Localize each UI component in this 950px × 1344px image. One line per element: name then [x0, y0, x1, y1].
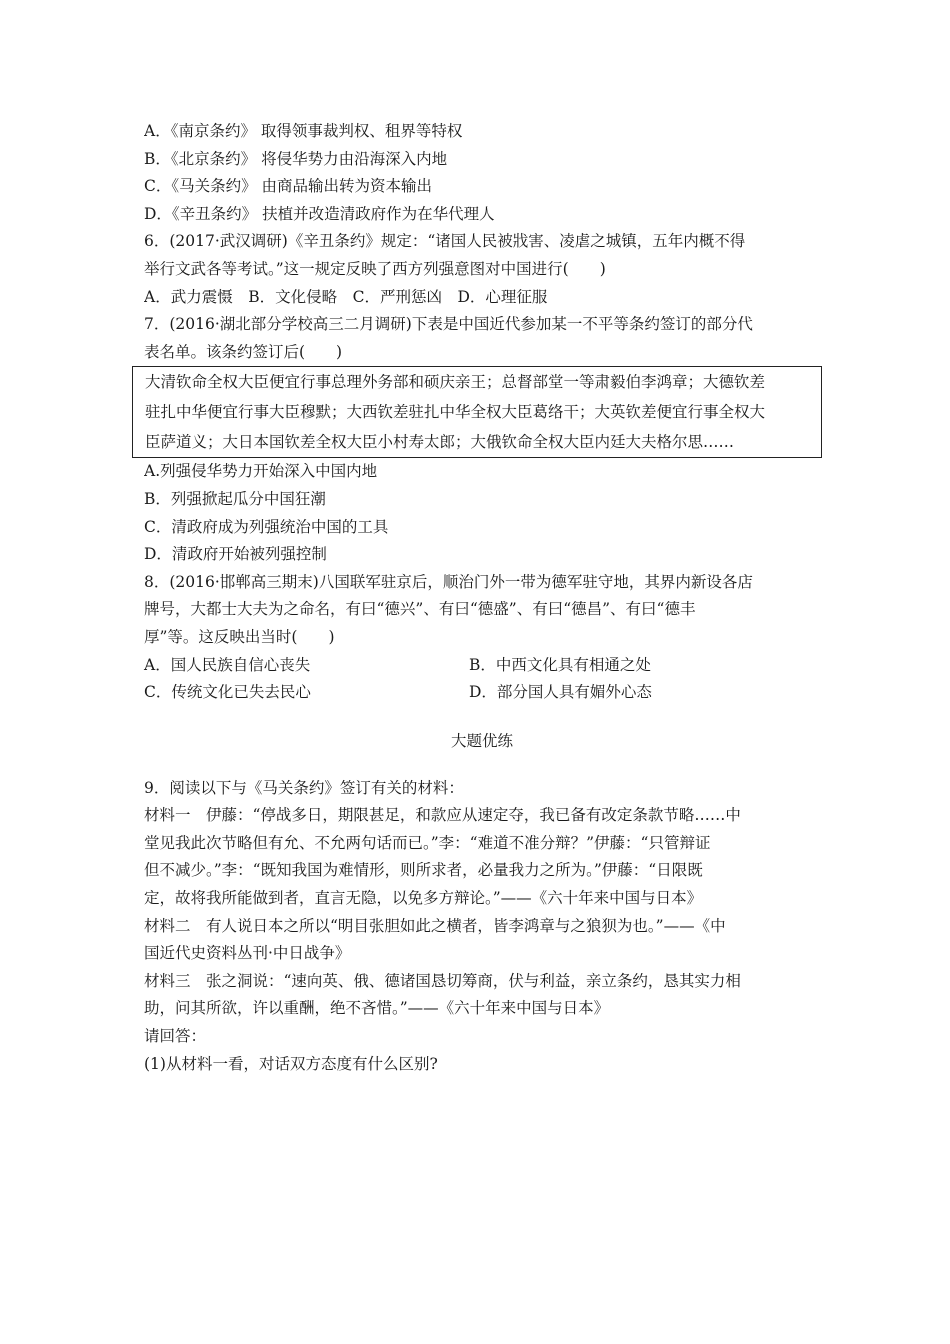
- q9-line-10: 请回答：: [144, 1027, 207, 1046]
- q7-option-a: A.列强侵华势力开始深入中国内地: [144, 462, 378, 481]
- q9-line-5: 定，故将我所能做到者，直言无隐，以免多方辩论。”——《六十年来中国与日本》: [144, 889, 703, 908]
- q7-box-line-1: 大清钦命全权大臣便宜行事总理外务部和硕庆亲王；总督部堂一等肃毅伯李鸿章；大德钦差: [145, 373, 766, 392]
- question-8: [144, 569, 820, 707]
- q6-options: A．武力震慑 B．文化侵略 C．严刑惩凶 D．心理征服: [144, 287, 548, 306]
- q8-option-a: A．国人民族自信心丧失: [144, 655, 311, 674]
- q9-line-6: 材料二 有人说日本之所以“明目张胆如此之横者，皆李鸿章与之狼狈为也。”——《中: [144, 916, 726, 935]
- q7-representative-list-box: [132, 366, 822, 458]
- q9-line-8: 材料三 张之洞说：“速向英、俄、德诸国恳切筹商，伏与利益，亲立条约，恳其实力相: [144, 971, 741, 990]
- q7-stem-line-2: 表名单。该条约签订后( ): [144, 342, 343, 361]
- q8-stem-line-3: 厚”等。这反映出当时( ): [144, 627, 335, 646]
- q9-line-4: 但不减少。”李：“既知我国为难情形，则所求者，必量我力之所为。”伊藤：“日限既: [144, 861, 703, 880]
- question-7: [144, 311, 820, 569]
- q6-stem-line-2: 举行文武各等考试。”这一规定反映了西方列强意图对中国进行( ): [144, 259, 606, 278]
- section-title: 大题优练: [450, 731, 513, 750]
- q7-box-line-2: 驻扎中华便宜行事大臣穆默；大西钦差驻扎中华全权大臣葛络干；大英钦差便宜行事全权大: [145, 403, 766, 422]
- q9-line-2: 材料一 伊藤：“停战多日，期限甚足，和款应从速定夺，我已备有改定条款节略……中: [144, 806, 741, 825]
- q5-option-b: B．《北京条约》 将侵华势力由沿海深入内地: [144, 149, 448, 168]
- q7-stem-line-1: 7．(2016·湖北部分学校高三二月调研)下表是中国近代参加某一不平等条约签订的部分代: [144, 315, 753, 334]
- q5-options: [144, 118, 820, 228]
- q8-option-b: B．中西文化具有相通之处: [469, 655, 651, 674]
- q9-line-11: (1)从材料一看，对话双方态度有什么区别?: [144, 1054, 438, 1073]
- q5-option-d: D．《辛丑条约》 扶植并改造清政府作为在华代理人: [144, 204, 495, 223]
- q7-box-line-3: 臣萨道义；大日本国钦差全权大臣小村寿太郎；大俄钦命全权大臣内廷大夫格尔思……: [145, 433, 735, 452]
- question-6: [144, 228, 820, 311]
- q8-stem-line-2: 牌号，大都士大夫为之命名，有曰“德兴”、有曰“德盛”、有曰“德昌”、有曰“德丰: [144, 600, 696, 619]
- q8-option-d: D．部分国人具有媚外心态: [469, 683, 652, 702]
- q6-stem-line-1: 6．(2017·武汉调研)《辛丑条约》规定：“诸国人民被戕害、凌虐之城镇，五年内概不得: [144, 232, 746, 251]
- document-page: [144, 118, 820, 1078]
- q8-options-row-2: [144, 679, 820, 707]
- q8-option-c: C．传统文化已失去民心: [144, 683, 311, 702]
- q5-option-c: C．《马关条约》 由商品输出转为资本输出: [144, 177, 433, 196]
- q7-option-c: C．清政府成为列强统治中国的工具: [144, 517, 389, 536]
- q9-line-3: 堂见我此次节略但有允、不允两句话而已。”李：“难道不准分辩？”伊藤：“只管辩证: [144, 833, 711, 852]
- question-9: [144, 775, 820, 1079]
- q9-line-9: 助，问其所欲，许以重酬，绝不吝惜。”——《六十年来中国与日本》: [144, 999, 610, 1018]
- q9-line-1: 9．阅读以下与《马关条约》签订有关的材料：: [144, 778, 464, 797]
- q5-option-a: A．《南京条约》 取得领事裁判权、租界等特权: [144, 122, 463, 140]
- q9-line-7: 国近代史资料丛刊·中日战争》: [144, 944, 351, 963]
- q7-option-b: B．列强掀起瓜分中国狂潮: [144, 489, 326, 508]
- q7-option-d: D．清政府开始被列强控制: [144, 545, 327, 564]
- q8-stem-line-1: 8．(2016·邯郸高三期末)八国联军驻京后，顺治门外一带为德军驻守地，其界内新设各店: [144, 572, 753, 591]
- q8-options-row-1: [144, 652, 820, 680]
